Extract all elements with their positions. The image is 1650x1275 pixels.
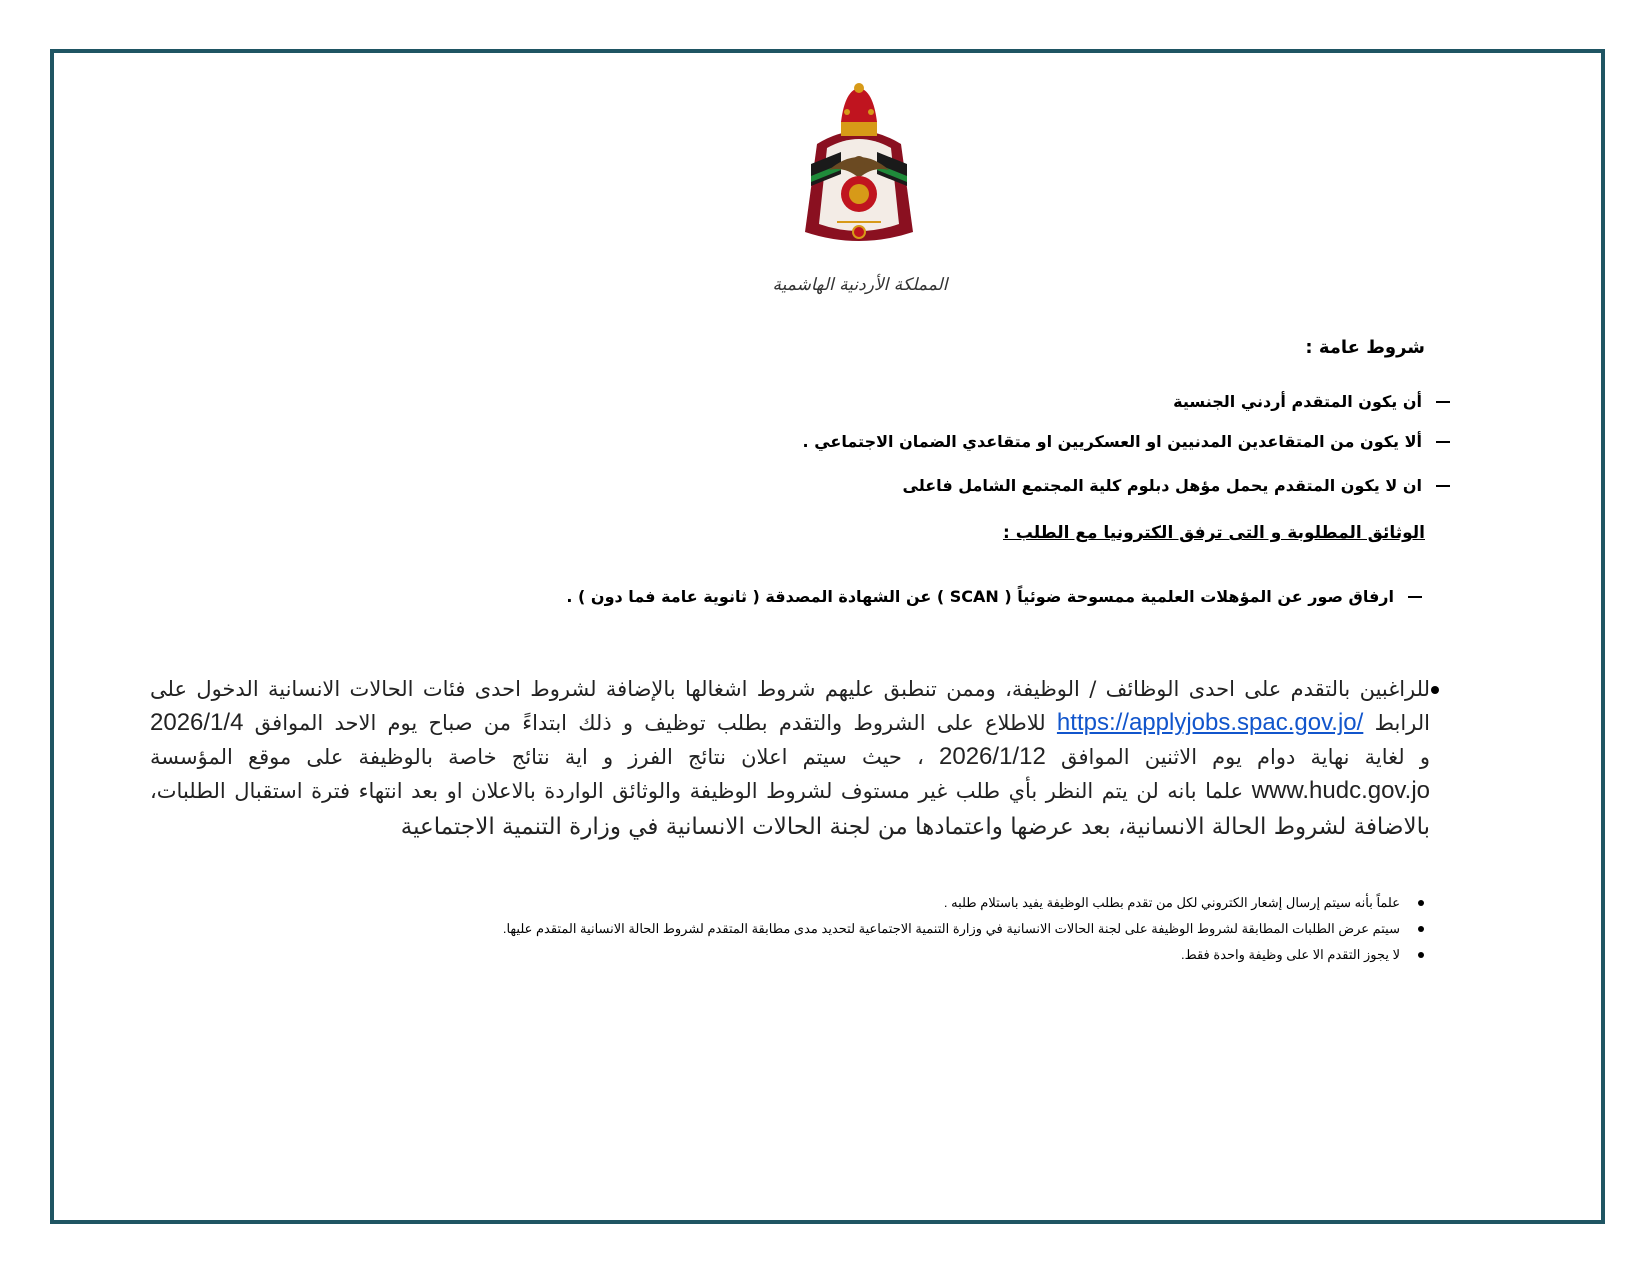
note-item: لا يجوز التقدم الا على وظيفة واحدة فقط.: [503, 942, 1424, 968]
required-documents-heading: الوثائق المطلوبة و التى ترفق الكترونيا مع الطلب :: [1002, 523, 1425, 543]
announcement-line: الرابط https://applyjobs.spac.gov.jo/ للاطلاع على الشروط والتقدم بطلب توظيف و ذلك ابتداءً من صباح يوم الاحد الموافق 2026/1/4: [150, 709, 1430, 736]
announcement-line: للراغبين بالتقدم على احدى الوظائف / الوظيفة، وممن تنطبق عليهم شروط اشغالها بالإضافة لشروط احدى فئات الحالات الانسانية الدخول على: [150, 677, 1430, 701]
condition-item: أن يكون المتقدم أردني الجنسية: [1173, 392, 1450, 411]
bullet-icon: [1418, 900, 1424, 906]
general-conditions-heading: شروط عامة :: [1305, 337, 1425, 358]
document-item: ارفاق صور عن المؤهلات العلمية ممسوحة ضوئياً ( SCAN ) عن الشهادة المصدقة ( ثانوية عامة فما دون ) .: [566, 587, 1422, 606]
dash-icon: [1436, 485, 1450, 487]
bullet-icon: [1418, 952, 1424, 958]
announcement-line: www.hudc.gov.jo علما بانه لن يتم النظر بأي طلب غير مستوف لشروط الوظيفة والوثائق الواردة بالاعلان او بعد انتهاء فترة استقبال الطلبات،: [150, 777, 1430, 804]
notes-list: [503, 890, 1424, 968]
end-date: 2026/1/12: [939, 743, 1046, 770]
announcement-line: بالاضافة لشروط الحالة الانسانية، بعد عرضها واعتمادها من لجنة الحالات الانسانية في وزارة التنمية الاجتماعية: [400, 814, 1430, 840]
dash-icon: [1408, 596, 1422, 598]
announcement-paragraph: [150, 672, 1430, 846]
condition-item: ألا يكون من المتقاعدين المدنيين او العسكريين او متقاعدي الضمان الاجتماعي .: [803, 432, 1450, 451]
bullet-icon: [1431, 686, 1439, 694]
condition-item: ان لا يكون المتقدم يحمل مؤهل دبلوم كلية المجتمع الشامل فاعلى: [903, 476, 1450, 495]
bullet-icon: [1418, 926, 1424, 932]
start-date: 2026/1/4: [150, 709, 244, 736]
emblem-caption: المملكة الأردنية الهاشمية: [772, 275, 948, 295]
announcement-line: و لغاية نهاية دوام يوم الاثنين الموافق 2026/1/12 ، حيث سيتم اعلان نتائج الفرز و اية نتائج خاصة بالوظيفة على موقع المؤسسة: [150, 743, 1430, 770]
dash-icon: [1436, 401, 1450, 403]
coat-of-arms-emblem: [797, 82, 921, 254]
note-item: علماً بأنه سيتم إرسال إشعار الكتروني لكل من تقدم بطلب الوظيفة يفيد باستلام طلبه .: [503, 890, 1424, 916]
note-item: سيتم عرض الطلبات المطابقة لشروط الوظيفة على لجنة الحالات الانسانية في وزارة التنمية الاجتماعية لتحديد مدى مطابقة المتقدم لشروط الحالة الانسانية المتقدم عليها.: [503, 916, 1424, 942]
apply-link[interactable]: https://applyjobs.spac.gov.jo/: [1056, 709, 1364, 736]
website-text: www.hudc.gov.jo: [1251, 777, 1430, 804]
dash-icon: [1436, 441, 1450, 443]
